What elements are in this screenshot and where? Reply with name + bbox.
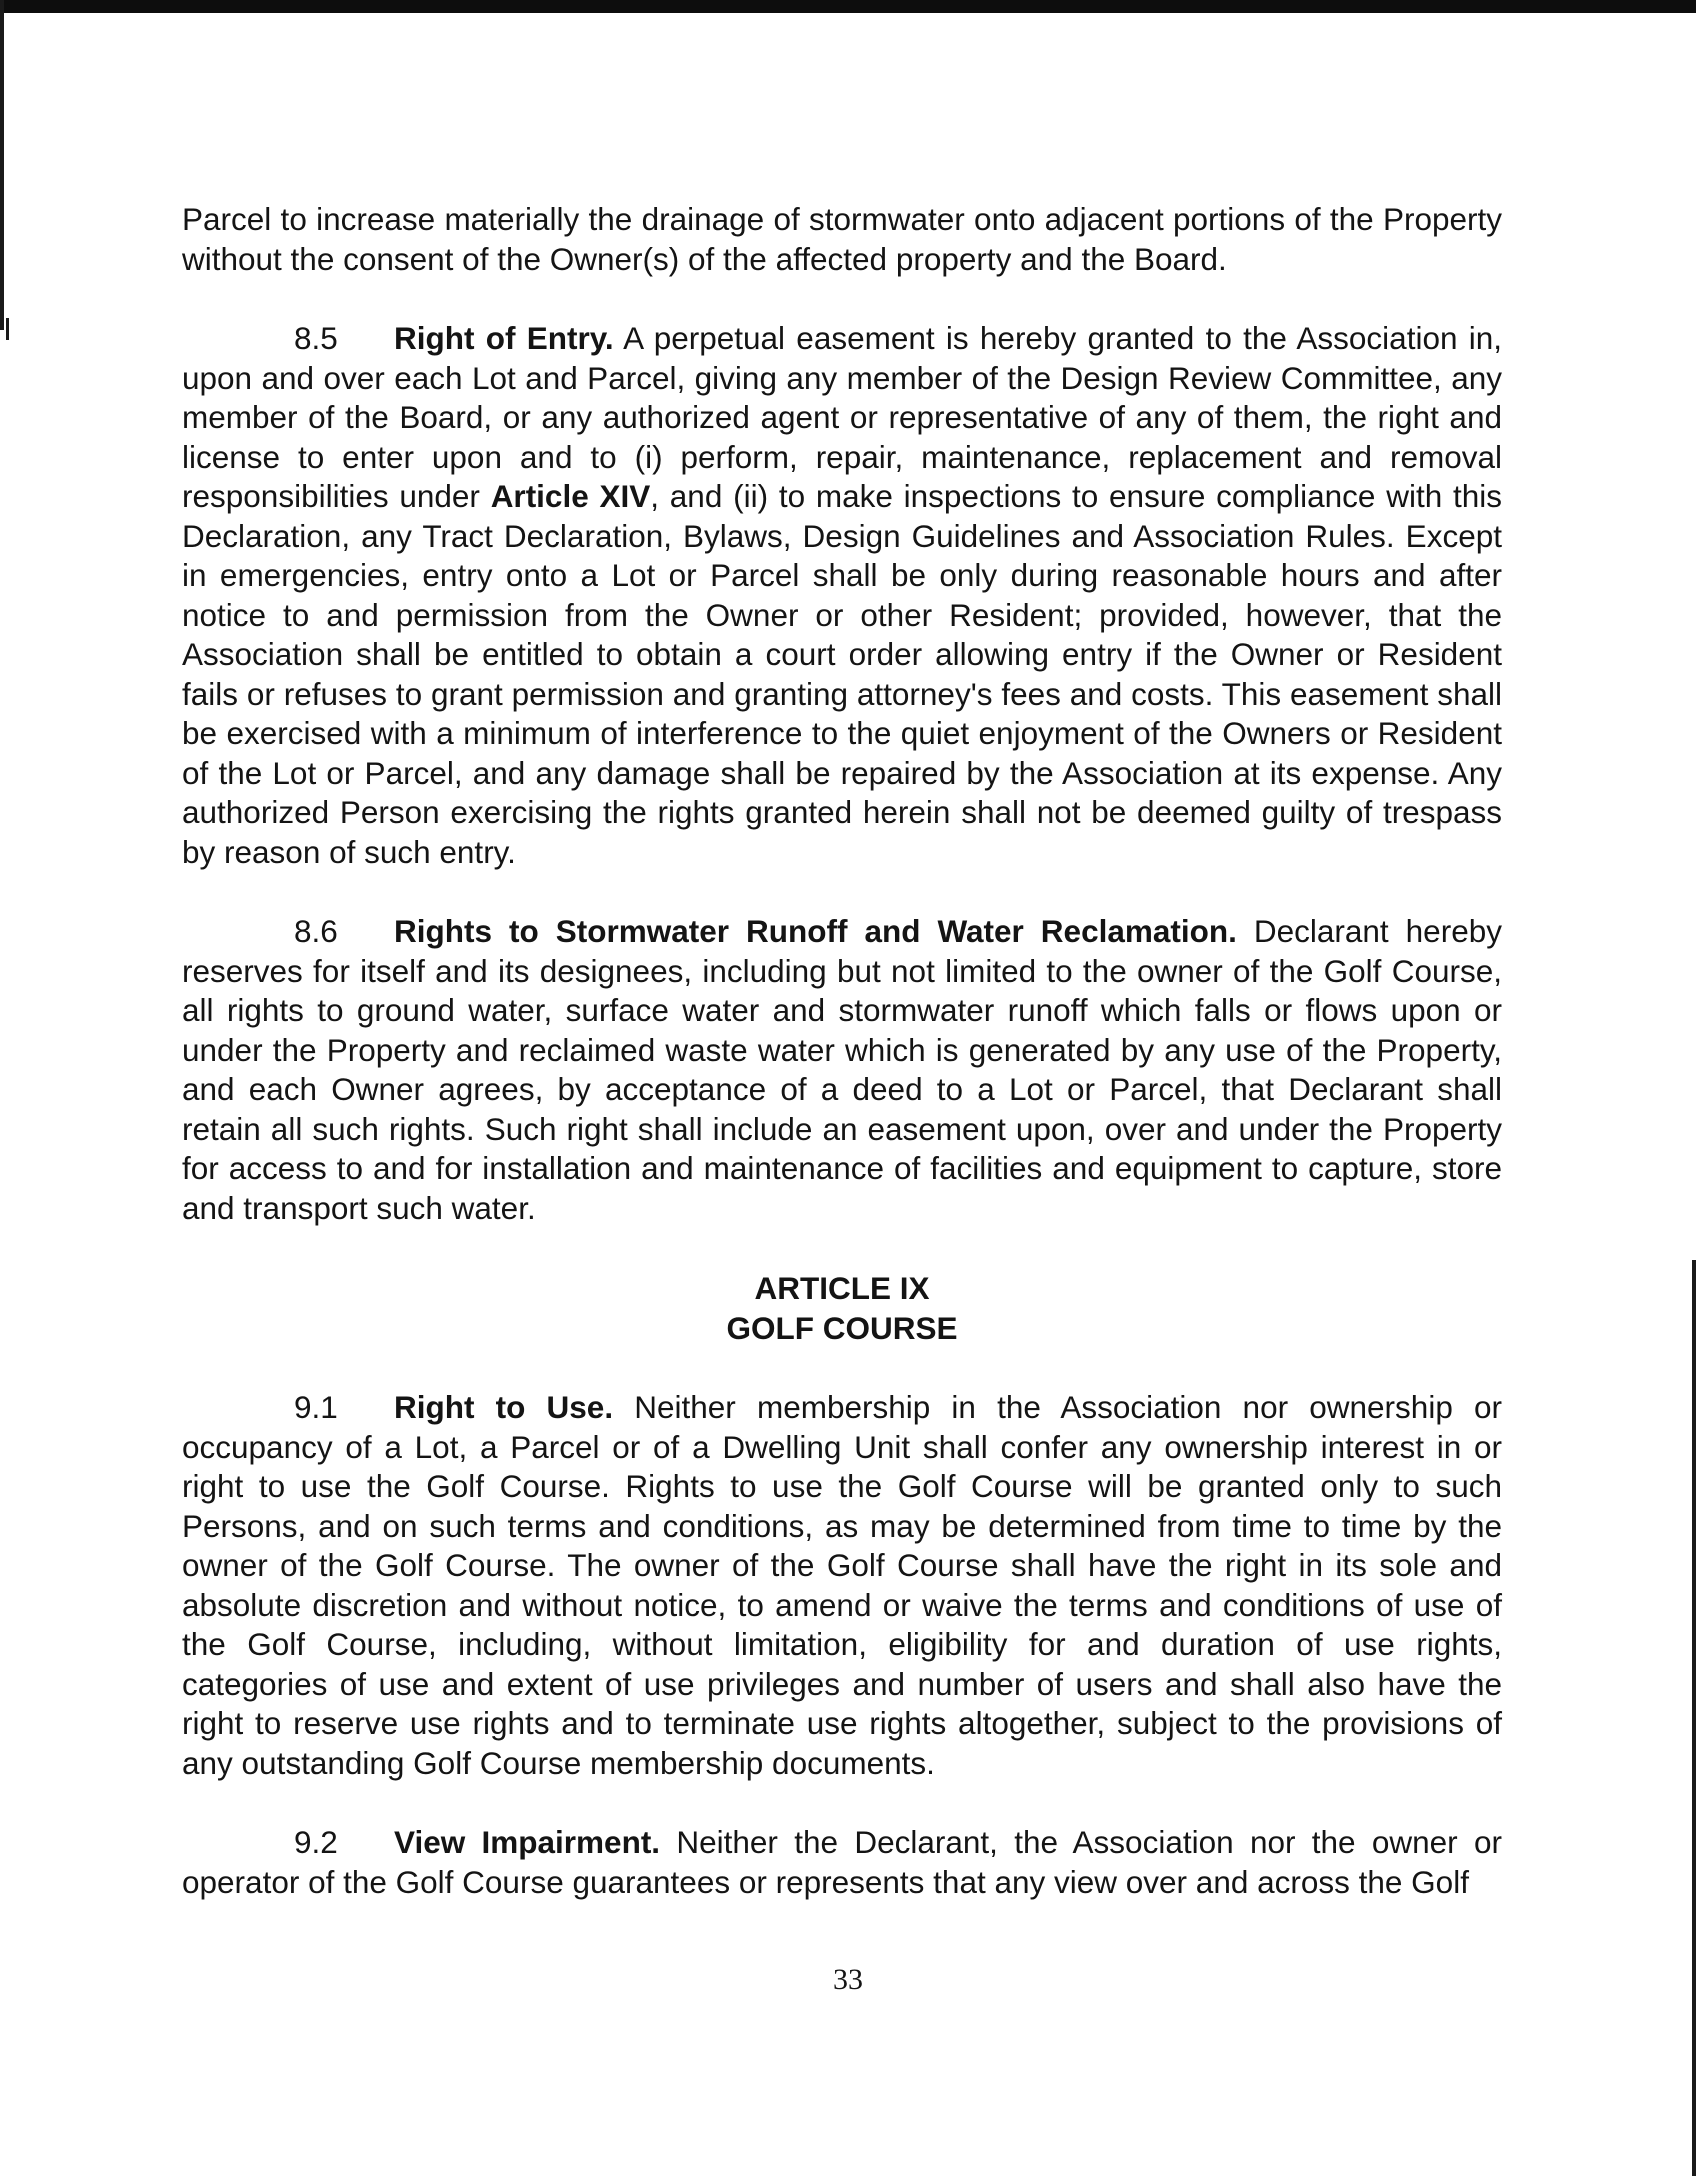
section-heading: Right to Use. [394,1389,614,1425]
scan-border-top [0,0,1696,13]
section-number: 9.1 [294,1389,338,1425]
section-9-2 [182,1823,1502,1902]
article-number: ARTICLE IX [754,1270,930,1306]
section-number: 9.2 [294,1824,338,1860]
scan-border-left [0,0,4,330]
section-8-6 [182,912,1502,1228]
document-page [182,200,1502,1942]
section-text-continued: , and (ii) to make inspections to ensure compliance with this Declaration, any Tract Declaration, Bylaws, Design Guidelines and Association Rules. Except in emergencies, entry onto a Lot or Parcel shall be only during reasonable hours and after notice to and permission from the Owner or other Resident; provided, however, that the Association shall be entitled to obtain a court order allowing entry if the Owner or Resident fails or refuses to grant permission and granting attorney's fees and costs. This easement shall be exercised with a minimum of interference to the quiet enjoyment of the Owners or Resident of the Lot or Parcel, and any damage shall be repaired by the Association at its expense. Any authorized Person exercising the rights granted herein shall not be deemed guilty of trespass by reason of such entry. [182,478,1502,870]
section-8-5 [182,319,1502,872]
section-text: A perpetual easement is hereby granted to the Association in, upon and over each Lot and Parcel, giving any member of the Design Review Committee, any member of the Board, or any authorized agent or representative of any of them, the right and license to enter upon and to (i) perform, repair, maintenance, replacement and removal responsibilities under [182,320,1503,514]
scan-border-right [1692,1260,1696,2176]
page-number: 33 [833,1963,863,1996]
section-number: 8.5 [294,320,338,356]
article-reference: Article XIV [490,478,651,514]
section-9-1 [182,1388,1502,1783]
section-text: Neither the Declarant, the Association nor the owner or operator of the Golf Course guarantees or represents that any view over and across the Golf [182,1824,1502,1900]
section-number: 8.6 [294,913,338,949]
article-heading [182,1268,1502,1348]
section-heading: Right of Entry. [394,320,614,356]
section-text: Neither membership in the Association nor ownership or occupancy of a Lot, a Parcel or of a Dwelling Unit shall confer any ownership interest in or right to use the Golf Course. Rights to use the Golf Course will be granted only to such Persons, and on such terms and conditions, as may be determined from time to time by the owner of the Golf Course. The owner of the Golf Course shall have the right in its sole and absolute discretion and without notice, to amend or waive the terms and conditions of use of the Golf Course, including, without limitation, eligibility for and duration of use rights, categories of use and extent of use privileges and number of users and shall also have the right to reserve use rights and to terminate use rights altogether, subject to the provisions of any outstanding Golf Course membership documents. [182,1389,1503,1781]
scan-mark [6,318,9,340]
section-heading: Rights to Stormwater Runoff and Water Reclamation. [394,913,1237,949]
section-text: Declarant hereby reserves for itself and its designees, including but not limited to the owner of the Golf Course, all rights to ground water, surface water and stormwater runoff which falls or flows upon or under the Property and reclaimed waste water which is generated by any use of the Property, and each Owner agrees, by acceptance of a deed to a Lot or Parcel, that Declarant shall retain all such rights. Such right shall include an easement upon, over and under the Property for access to and for installation and maintenance of facilities and equipment to capture, store and transport such water. [182,913,1502,1226]
article-title: GOLF COURSE [726,1310,958,1346]
section-heading: View Impairment. [394,1824,661,1860]
continuation-paragraph: Parcel to increase materially the drainage of stormwater onto adjacent portions of the Property without the consent of the Owner(s) of the affected property and the Board. [182,201,1502,277]
